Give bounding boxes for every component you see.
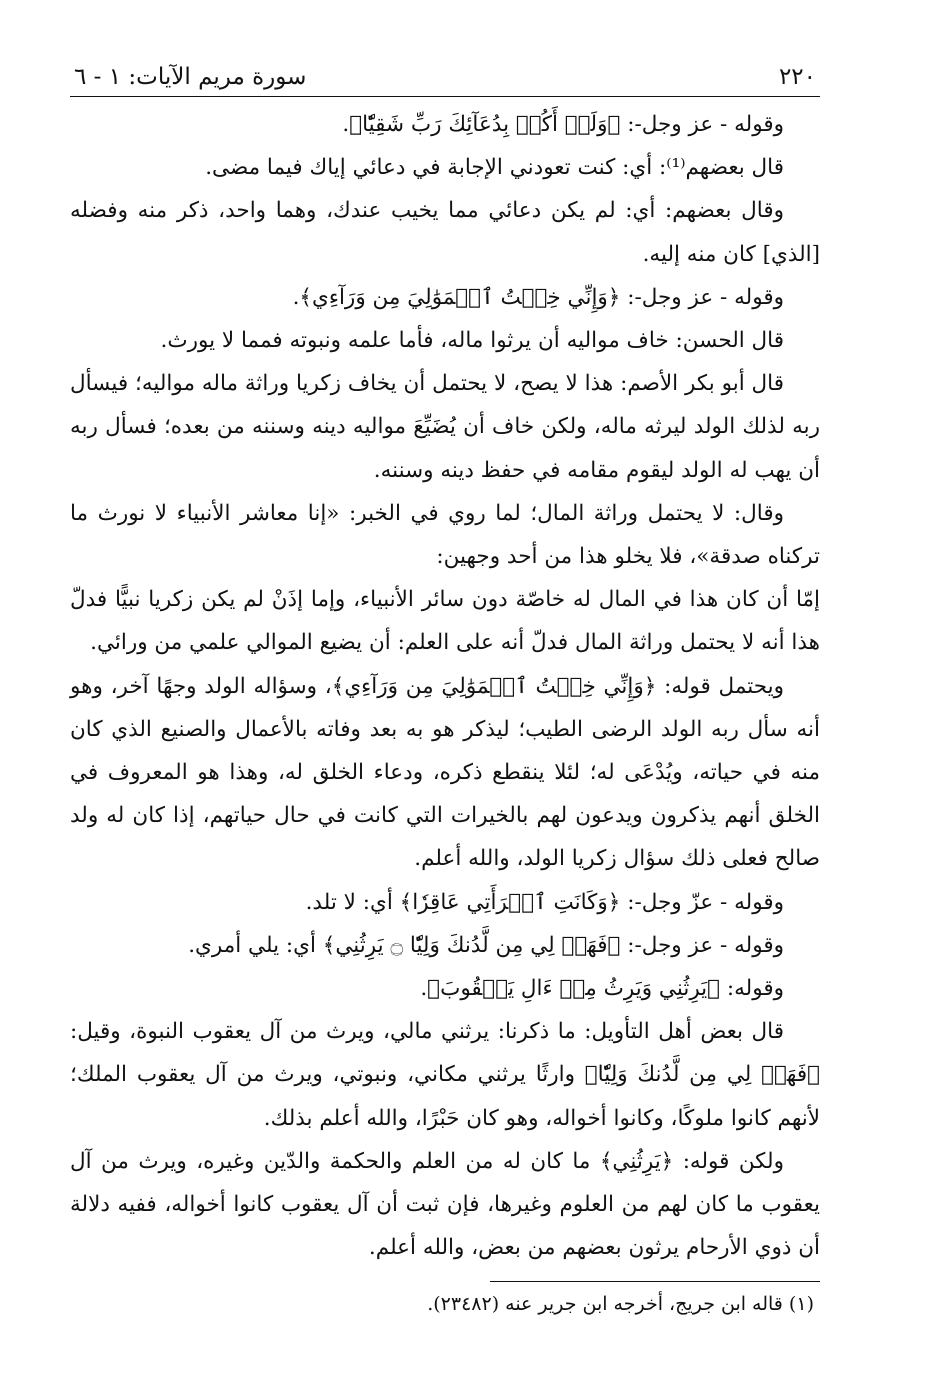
- running-header: [70, 60, 820, 94]
- page-number: ٢٢٠: [778, 64, 816, 90]
- paragraph-7: وقال: لا يحتمل وراثة المال؛ لما روي في الخبر: «إنا معاشر الأنبياء لا نورث ما تركناه صدقة»، فلا يخلو هذا من أحد وجهين:: [70, 500, 820, 570]
- paragraph-9: ويحتمل قوله: ﴿وَإِنِّي خِفۡتُ ٱلۡمَوَٰلِيَ مِن وَرَآءِي﴾، وسؤاله الولد وجهًا آخر، وهو أنه سأل ربه الولد الرضى الطيب؛ ليذكر هو به بعد وفاته بالأعمال والصنيع الذي كان منه في حياته، ويُدْعَى له؛ لئلا ينقطع ذكره، ودعاء الخلق له، وهذا هو المعروف في الخلق أنهم يذكرون ويدعون لهم بالخيرات التي كانت في حال حياتهم، إذا كان له ولد صالح فعلى ذلك سؤال زكريا الولد، والله أعلم.: [70, 673, 820, 872]
- header-rule: [70, 96, 820, 97]
- page: [70, 60, 820, 1320]
- paragraph-14: ولكن قوله: ﴿يَرِثُنِي﴾ ما كان له من العلم والحكمة والدّين وغيره، ويرث من آل يعقوب ما كان لهم من العلوم وغيرها، فإن ثبت أن آل يعقوب كانوا أخواله، ففيه دلالة أن ذوي الأرحام يرثون بعضهم من بعض، والله أعلم.: [70, 1148, 820, 1261]
- paragraph-1: وقوله - عز وجل-: ﴿وَلَمۡ أَكُنۢ بِدُعَآئِكَ رَبِّ شَقِيّٗا﴾.: [342, 112, 784, 137]
- running-title: سورة مريم الآيات: ١ - ٦: [74, 64, 307, 90]
- paragraph-4: وقوله - عز وجل-: ﴿وَإِنِّي خِفۡتُ ٱلۡمَوَٰلِيَ مِن وَرَآءِي﴾.: [292, 284, 784, 310]
- paragraph-11: وقوله - عز وجل-: ﴿فَهَبۡ لِي مِن لَّدُنكَ وَلِيّٗا ۝ يَرِثُنِي﴾ أي: يلي أمري.: [188, 932, 784, 958]
- footnote: (١) قاله ابن جريج، أخرجه ابن جرير عنه (٢٣٤٨٢).: [427, 1293, 814, 1316]
- paragraph-10: وقوله - عزّ وجل-: ﴿وَكَانَتِ ٱمۡرَأَتِي عَاقِرٗا﴾ أي: لا تلد.: [305, 889, 784, 915]
- paragraph-3: وقال بعضهم: أي: لم يكن دعائي مما يخيب عندك، وهما واحد، ذكر منه وفضله [الذي] كان منه إليه.: [70, 198, 820, 267]
- paragraph-6: قال أبو بكر الأصم: هذا لا يصح، لا يحتمل أن يخاف زكريا وراثة ماله مواليه؛ فيسأل ربه لذلك الولد ليرثه ماله، ولكن خاف أن يُضَيِّعَ مواليه دينه وسننه من بعده؛ فسأل ربه أن يهب له الولد ليقوم مقامه في حفظ دينه وسننه.: [70, 371, 820, 483]
- paragraph-2: قال بعضهم⁽¹⁾: أي: كنت تعودني الإجابة في دعائي إياك فيما مضى.: [205, 155, 784, 181]
- paragraph-5: قال الحسن: خاف مواليه أن يرثوا ماله، فأما علمه ونبوته فمما لا يورث.: [160, 328, 784, 354]
- footnote-rule: [490, 1281, 820, 1282]
- paragraph-8: إمّا أن كان هذا في المال له خاصّة دون سائر الأنبياء، وإما إذَنْ لم يكن زكريا نبيًّا فدلّ هذا أنه لا يحتمل وراثة المال فدلّ أنه على العلم: أن يضيع الموالي علمي من ورائي.: [70, 587, 820, 656]
- paragraph-13: قال بعض أهل التأويل: ما ذكرنا: يرثني مالي، ويرث من آل يعقوب النبوة، وقيل: ﴿فَهَبۡ لِي مِن لَّدُنكَ وَلِيّٗا﴾ وارثًا يرثني مكاني، ونبوتي، ويرث من آل يعقوب الملك؛ لأنهم كانوا ملوكًا، وكانوا أخواله، وهو كان حَبْرًا، والله أعلم بذلك.: [70, 1019, 820, 1131]
- paragraph-12: وقوله: ﴿يَرِثُنِي وَيَرِثُ مِنۡ ءَالِ يَعۡقُوبَ﴾.: [420, 976, 784, 1002]
- body-text: [70, 103, 820, 1269]
